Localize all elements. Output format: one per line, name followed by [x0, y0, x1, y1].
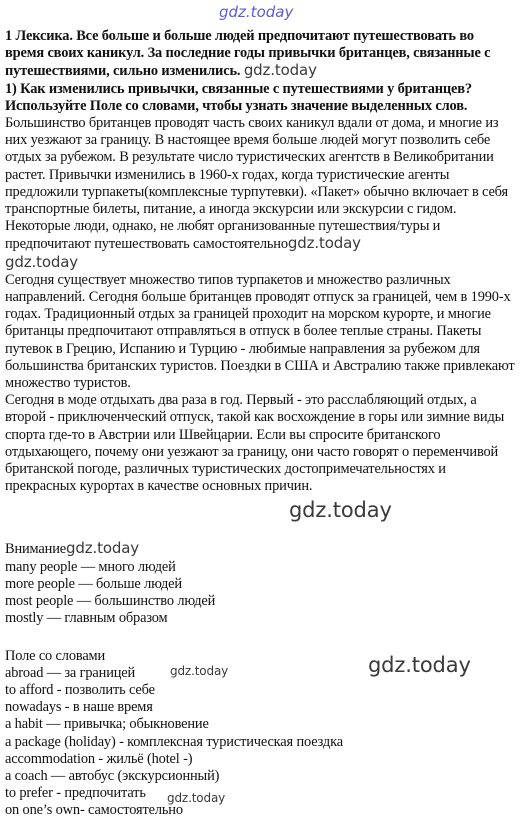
attention-title: Вниманиеgdz.today: [5, 539, 139, 558]
watermark-large-1: gdz.today: [289, 498, 392, 523]
watermark-inline-4: gdz.today: [66, 539, 139, 558]
word-field-item: a habit — привычка; обыкновение: [5, 716, 209, 733]
watermark-small-1: gdz.today: [170, 663, 229, 678]
word-field-item: on one’s own- самостоятельно: [5, 802, 183, 819]
word-field-title: Поле со словами: [5, 647, 106, 664]
attention-item: more people — больше людей: [5, 575, 182, 592]
word-field-item: accommodation - жильё (hotel -): [5, 750, 193, 767]
watermark-large-2: gdz.today: [368, 652, 471, 677]
attention-item: many people — много людей: [5, 558, 176, 575]
text-paragraph-2: Сегодня существует множество типов турпакетов и множество различных направлений. Сегодня больше британцев проводят отпуск за границей, чем в 1990-х годах. Традиционный отдых за границей проходит на морском курорте, и многие британцы предпочитают отправляться в отпуск в более теплые страны. Пакеты путевок в Грецию, Испанию и Турцию - любимые направления за рубежом для большинства британских туристов. Поездки в США и Австралию также привлекают множество туристов.: [5, 271, 515, 392]
task-heading: 1 Лексика. Все больше и больше людей предпочитают путешествовать во время своих каникул. За последние годы привычки британцев, связанные с путешествиями, сильно изменились. gdz.today: [5, 28, 491, 80]
document-body: [5, 28, 515, 820]
word-field-item: to prefer - предпочитать: [5, 785, 146, 802]
word-field-item: to afford - позволить себе: [5, 681, 155, 698]
word-field-item: abroad — за границей: [5, 664, 136, 681]
word-field-item: nowadays - в наше время: [5, 699, 153, 716]
attention-item: mostly — главным образом: [5, 610, 168, 627]
text-paragraph-1: Большинство британцев проводят часть своих каникул вдали от дома, и многие из них уезжают за границу. В настоящее время больше людей могут позволить себе отдых за рубежом. В результате число туристических агентств в Великобритании растет. Привычки изменились в 1960-х годах, когда туристические агенты предложили турпакеты(комплексные турпутевки). «Пакет» обычно включает в себя транспортные билеты, питание, а иногда экскурсии или экскурсии с гидом. Некоторые люди, однако, не любят организованные путешествия/туры и предпочитают путешествовать самостоятельноgdz.todaygdz.today: [5, 115, 508, 271]
word-field-item: a coach — автобус (экскурсионный): [5, 767, 220, 784]
word-field-item: a package (holiday) - комплексная туристическая поездка: [5, 733, 343, 750]
text-paragraph-3: Сегодня в моде отдыхать два раза в год. Первый - это расслабляющий отдых, а второй - приключенческий отпуск, такой как восхождение в горы или зимние виды спорта где-то в Австрии или Швейцарии. Если вы спросите британского отдыхающего, почему они уезжают за границу, они часто говорят о переменчивой британской погоде, различных туристических достопримечательностях и прекрасных курортах в качестве основных причин.: [5, 392, 505, 495]
task-question: 1) Как изменились привычки, связанные с путешествиями у британцев? Используйте Поле со словами, чтобы узнать значение выделенных слов.: [5, 80, 472, 114]
watermark-inline-2: gdz.today: [287, 234, 361, 253]
watermark-inline-3: gdz.today: [5, 252, 78, 271]
attention-item: most people — большинство людей: [5, 593, 216, 610]
watermark-inline-1: gdz.today: [243, 61, 317, 80]
watermark-small-2: gdz.today: [167, 791, 226, 806]
watermark-top: gdz.today: [219, 3, 294, 21]
